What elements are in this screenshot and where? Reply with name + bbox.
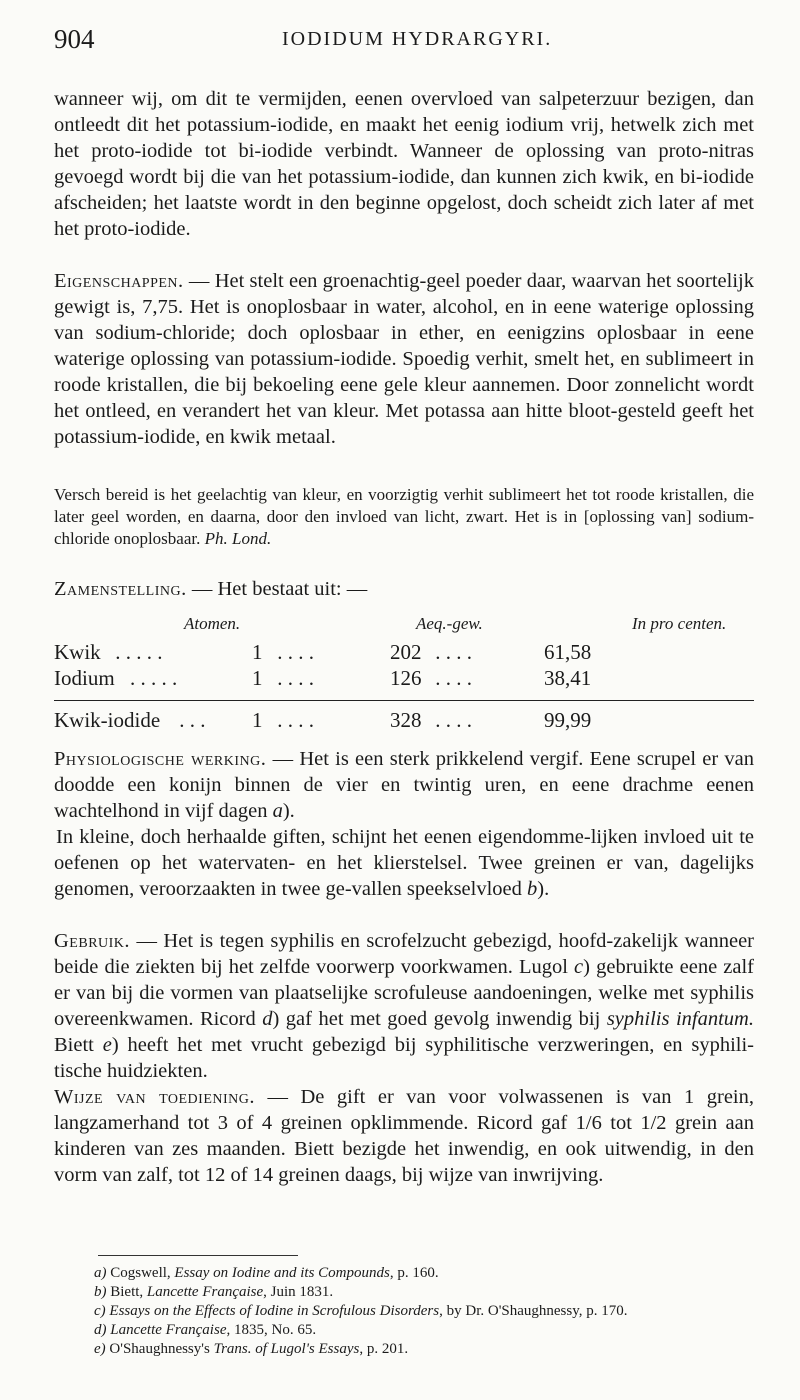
fraction: 1/6 bbox=[575, 1112, 602, 1134]
footnote-text: Cogswell, bbox=[106, 1265, 175, 1281]
row-weight: 126 bbox=[390, 666, 422, 690]
table-row bbox=[54, 640, 754, 664]
row-dots: . . . . bbox=[272, 666, 320, 690]
row-percent: 99,99 bbox=[544, 708, 592, 732]
editorial-note bbox=[54, 484, 754, 550]
row-percent: 38,41 bbox=[544, 666, 592, 690]
fraction: 1/2 bbox=[640, 1112, 667, 1134]
footnote-text: , p. 201. bbox=[359, 1341, 409, 1357]
footnote-title: Lancette Française bbox=[110, 1322, 227, 1338]
row-dots: . . . . bbox=[272, 640, 320, 664]
paragraph-usage bbox=[54, 928, 754, 1188]
row-dots: . . . bbox=[174, 708, 211, 732]
paragraph-text: — Het stelt een groenachtig-geel poeder daar, waarvan het soortelijk gewigt is, 7,75. Het is onoplosbaar in water, alcohol, en in eene waterige oplossing van sodium-chloride; doch oplosbaar in ether, en eenigzins oplosbaar in eene waterige oplossing van potassium-iodide. Spoedig verhit, smelt het, en sublimeert in roode kristallen, die bij bekoeling eene gele kleur aannemen. Door zonnelicht wordt het ontleed, en verandert het van kleur. Met potassa aan hitte bloot-gesteld geeft het potassium-iodide, en kwik metaal. bbox=[54, 270, 754, 448]
footnote bbox=[94, 1340, 754, 1359]
row-name: Kwik bbox=[54, 640, 101, 664]
row-dots: . . . . bbox=[430, 640, 478, 664]
paragraph-text: ). bbox=[537, 878, 550, 900]
paragraph-text: — De gift er van voor volwassenen is van 1 grein, langzamerhand tot 3 of 4 greinen opklimmende. Ricord gaf bbox=[54, 1086, 754, 1134]
footnote-mark: b) bbox=[94, 1284, 107, 1300]
paragraph-text: grein aan kinderen van zes maanden. Biett bezigde het inwendig, en ook uitwendig, in den vorm van zalf, tot 12 of 14 greinen daags, bij wijze van inwrijving. bbox=[54, 1112, 754, 1186]
footnote-title: Essay on Iodine and its Compounds bbox=[174, 1265, 390, 1281]
row-atoms: 1 bbox=[252, 640, 263, 664]
footnote-text: , by Dr. O'Shaughnessy, p. 170. bbox=[439, 1303, 628, 1319]
paragraph-text: ) gebruikte eene zalf er van bij die vormen van plaatselijke scrofuleuse aandoeningen, welke met syphilis overeenkwamen. Ricord bbox=[54, 956, 754, 1030]
footnote-mark: c) bbox=[94, 1303, 106, 1319]
row-dots: . . . . bbox=[272, 708, 320, 732]
paragraph-text: tot bbox=[601, 1112, 641, 1134]
row-dots: . . . . bbox=[430, 666, 478, 690]
column-header: Atomen. bbox=[184, 614, 241, 633]
section-label: Eigenschappen. bbox=[54, 270, 184, 292]
note-source: Ph. Lond. bbox=[204, 529, 272, 548]
row-atoms: 1 bbox=[252, 708, 263, 732]
row-name: Kwik-iodide bbox=[54, 708, 161, 732]
row-name: Iodium bbox=[54, 666, 115, 690]
footnote-title: Lancette Française bbox=[146, 1284, 264, 1300]
footnote-title: Trans. of Lugol's Essays bbox=[213, 1341, 360, 1357]
row-atoms: 1 bbox=[252, 666, 263, 690]
footnote-text: O'Shaughnessy's bbox=[105, 1341, 214, 1357]
section-label: Zamenstelling. bbox=[54, 578, 187, 600]
footnote-mark: a) bbox=[94, 1265, 107, 1281]
footnotes bbox=[94, 1264, 754, 1359]
composition-table bbox=[54, 614, 754, 734]
footnote-mark: d) bbox=[94, 1322, 107, 1338]
footnote-text: , p. 160. bbox=[389, 1265, 439, 1281]
section-label: Physiologische werking. bbox=[54, 748, 267, 770]
paragraph-text: In kleine, doch herhaalde giften, schijnt het eenen eigendomme-lijken invloed uit te oefenen op het watervaten- en het klierstelsel. Twee greinen er van, dagelijks genomen, veroorzaakten in twee ge-vallen speekselvloed bbox=[54, 826, 754, 900]
footnote bbox=[94, 1283, 754, 1302]
paragraph-properties bbox=[54, 268, 754, 450]
footnote-ref: e bbox=[102, 1034, 112, 1056]
row-weight: 328 bbox=[390, 708, 422, 732]
footnote-divider bbox=[98, 1255, 298, 1256]
footnote-text: , 1835, No. 65. bbox=[226, 1322, 317, 1338]
table-total-row bbox=[54, 708, 754, 732]
row-percent: 61,58 bbox=[544, 640, 592, 664]
footnote-ref: a bbox=[272, 800, 283, 822]
paragraph-preparation bbox=[54, 86, 754, 242]
footnote-ref: c bbox=[574, 956, 584, 978]
section-label: Wijze van toediening. bbox=[54, 1086, 255, 1108]
paragraph-physiology bbox=[54, 746, 754, 902]
page-header bbox=[54, 24, 754, 54]
footnote-title: Essays on the Effects of Iodine in Scrofulous Disorders bbox=[109, 1303, 440, 1319]
paragraph-text: ) gaf het met goed gevolg inwendig bij bbox=[272, 1008, 607, 1030]
paragraph-text: ) heeft het met vrucht gebezigd bij syphilitische verzweringen, en syphili-tische huidziekten. bbox=[54, 1034, 755, 1082]
row-dots: . . . . . bbox=[130, 666, 183, 690]
paragraph-text: wanneer wij, om dit te vermijden, eenen overvloed van salpeterzuur bezigen, dan ontleedt dit het potassium-iodide, en maakt het eenig iodium vrij, hetwelk zich met het proto-iodide tot bi-iodide verbindt. Wanneer de oplossing van proto-nitras gevoegd wordt bij die van het potassium-iodide, dan kunnen zich kwik, en bi-iodide afscheiden; het laatste wordt in den beginne opgelost, doch scheidt zich later af met het proto-iodide. bbox=[54, 88, 754, 240]
paragraph-composition bbox=[54, 576, 754, 602]
footnote-ref: b bbox=[527, 878, 538, 900]
running-title: IODIDUM HYDRARGYRI. bbox=[282, 28, 553, 50]
table-rule bbox=[54, 700, 754, 701]
paragraph-text: Biett bbox=[54, 1034, 103, 1056]
paragraph-text: — Het is tegen syphilis en scrofelzucht gebezigd, hoofd-zakelijk wanneer beide die ziekten bij het zelfde voorwerp voorkwamen. Lugol bbox=[54, 930, 754, 978]
note-text: Versch bereid is het geelachtig van kleur, en voorzigtig verhit sublimeert het tot roode kristallen, die later geel worden, en daarna, door den invloed van licht, zwart. Het is in [oplossing van] sodium-chloride onoplosbaar. bbox=[54, 485, 754, 548]
footnote bbox=[94, 1321, 754, 1340]
footnote-ref: d bbox=[262, 1008, 273, 1030]
column-header: Aeq.-gew. bbox=[416, 614, 483, 633]
footnote-text: , Juin 1831. bbox=[263, 1284, 334, 1300]
section-label: Gebruik. bbox=[54, 930, 131, 952]
row-dots: . . . . bbox=[430, 708, 478, 732]
footnote-text: Biett, bbox=[106, 1284, 147, 1300]
footnote bbox=[94, 1264, 754, 1283]
column-header: In pro centen. bbox=[632, 614, 727, 633]
footnote-mark: e) bbox=[94, 1341, 106, 1357]
page-number: 904 bbox=[54, 24, 95, 54]
table-row bbox=[54, 666, 754, 690]
row-dots: . . . . . bbox=[110, 640, 168, 664]
paragraph-text: ). bbox=[282, 800, 295, 822]
row-weight: 202 bbox=[390, 640, 422, 664]
paragraph-text: — Het bestaat uit: — bbox=[186, 578, 368, 600]
footnote bbox=[94, 1302, 754, 1321]
paragraph-text: — Het is een sterk prikkelend vergif. Eene scrupel er van doodde een konijn binnen de vier en twintig uren, en eene drachme eenen wachtelhond in vijf dagen bbox=[54, 748, 754, 822]
italic-term: syphilis infantum. bbox=[606, 1008, 754, 1030]
